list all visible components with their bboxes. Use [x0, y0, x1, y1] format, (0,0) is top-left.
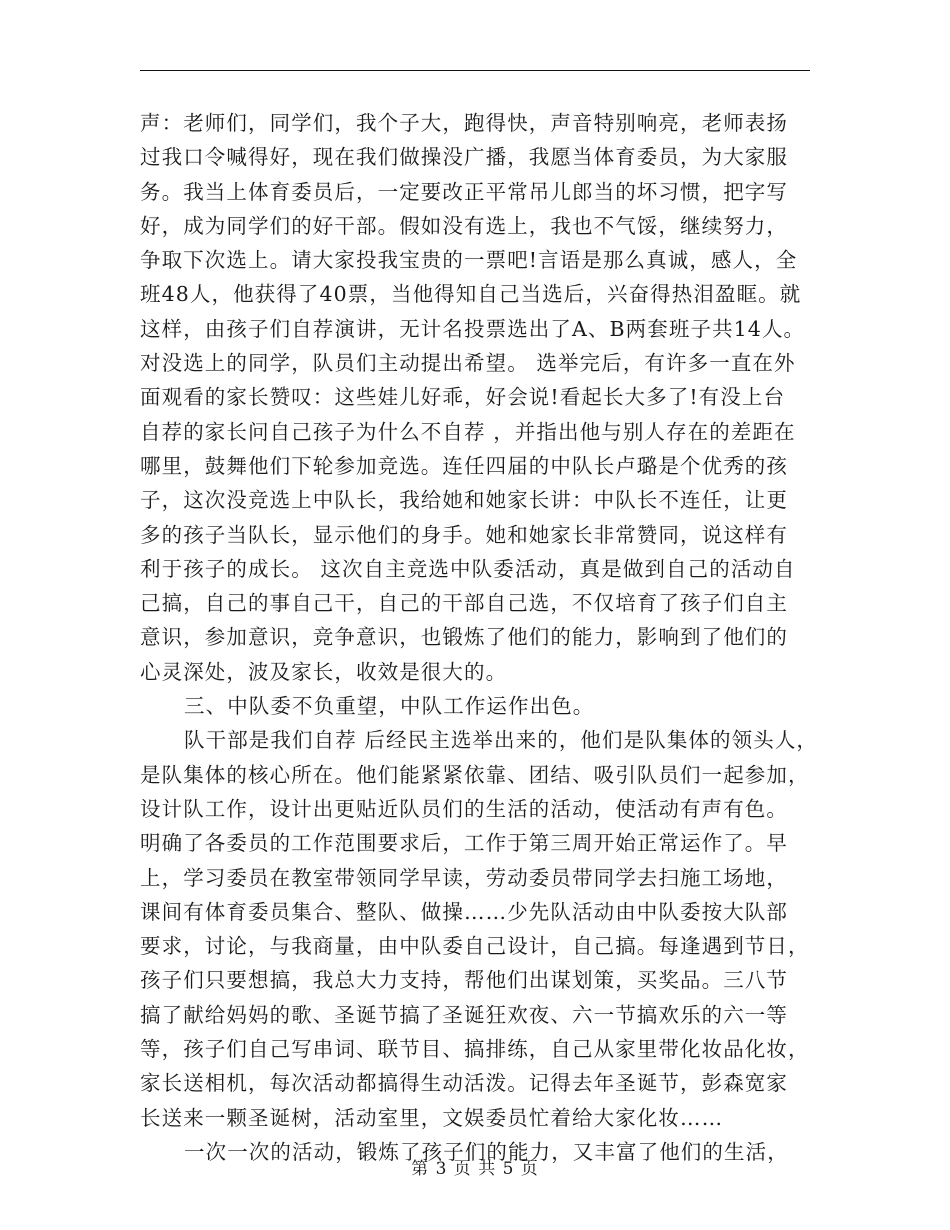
paragraph-start-line: 一次一次的活动，锻炼了孩子们的能力，又丰富了他们的生活， [184, 1139, 789, 1164]
text-line: 面观看的家长赞叹：这些娃儿好乖，好会说!看起长大多了!有没上台 [140, 385, 786, 410]
text-line: 哪里，鼓舞他们下轮参加竞选。连任四届的中队长卢璐是个优秀的孩 [140, 453, 788, 478]
paragraph-start-line: 队干部是我们自荐 后经民主选举出来的，他们是队集体的领头人， [184, 728, 819, 753]
text-line: 等，孩子们自己写串词、联节目、搞排练，自己从家里带化妆品化妆， [140, 1037, 810, 1062]
text-line: 心灵深处，波及家长，收效是很大的。 [140, 659, 508, 684]
text-line: 自荐的家长问自己孩子为什么不自荐 ，并指出他与别人存在的差距在 [140, 419, 796, 444]
text-line: 这样，由孩子们自荐演讲，无计名投票选出了A、B两套班子共14人。 [140, 316, 806, 341]
text-line: 子，这次没竞选上中队长，我给她和她家长讲：中队长不连任，让更 [140, 488, 788, 513]
text-line: 明确了各委员的工作范围要求后，工作于第三周开始正常运作了。早 [140, 831, 788, 856]
header-rule [140, 70, 810, 71]
text-line: 多的孩子当队长，显示他们的身手。她和她家长非常赞同，说这样有 [140, 522, 788, 547]
text-line: 孩子们只要想搞，我总大力支持，帮他们出谋划策，买奖品。三八节 [140, 968, 788, 993]
text-line: 过我口令喊得好，现在我们做操没广播，我愿当体育委员，为大家服 [140, 145, 788, 170]
text-line: 务。我当上体育委员后，一定要改正平常吊儿郎当的坏习惯，把字写 [140, 179, 788, 204]
section-heading: 三、中队委不负重望，中队工作运作出色。 [184, 694, 595, 719]
document-body [140, 106, 830, 1169]
text-line: 利于孩子的成长。 这次自主竞选中队委活动，真是做到自己的活动自 [140, 556, 796, 581]
page-footer: 第 3 页 共 5 页 [411, 1159, 539, 1179]
text-line: 家长送相机，每次活动都搞得生动活泼。记得去年圣诞节，彭森宽家 [140, 1071, 788, 1096]
text-line: 班48人，他获得了40票，当他得知自己当选后，兴奋得热泪盈眶。就 [140, 282, 802, 307]
text-line: 长送来一颗圣诞树，活动室里，文娱委员忙着给大家化妆…… [140, 1105, 724, 1130]
text-line: 好，成为同学们的好干部。假如没有选上，我也不气馁，继续努力， [140, 213, 788, 238]
text-line: 己搞，自己的事自己干，自己的干部自己选，不仅培育了孩子们自主 [140, 591, 788, 616]
text-line: 意识，参加意识，竞争意识，也锻炼了他们的能力，影响到了他们的 [140, 625, 788, 650]
text-line: 争取下次选上。请大家投我宝贵的一票吧!言语是那么真诚，感人，全 [140, 248, 798, 273]
text-line: 声：老师们，同学们，我个子大，跑得快，声音特别响亮，老师表扬 [140, 111, 788, 135]
text-line: 要求，讨论，与我商量，由中队委自己设计，自己搞。每逢遇到节日， [140, 934, 810, 959]
text-line: 课间有体育委员集合、整队、做操……少先队活动由中队委按大队部 [140, 899, 788, 924]
text-line: 是队集体的核心所在。他们能紧紧依靠、团结、吸引队员们一起参加， [140, 762, 810, 787]
text-line: 上，学习委员在教室带领同学早读，劳动委员带同学去扫施工场地， [140, 865, 788, 890]
text-line: 搞了献给妈妈的歌、圣诞节搞了圣诞狂欢夜、六一节搞欢乐的六一等 [140, 1002, 788, 1027]
text-line: 对没选上的同学，队员们主动提出希望。 选举完后，有许多一直在外 [140, 351, 796, 376]
text-line: 设计队工作，设计出更贴近队员们的生活的活动，使活动有声有色。 [140, 796, 788, 821]
